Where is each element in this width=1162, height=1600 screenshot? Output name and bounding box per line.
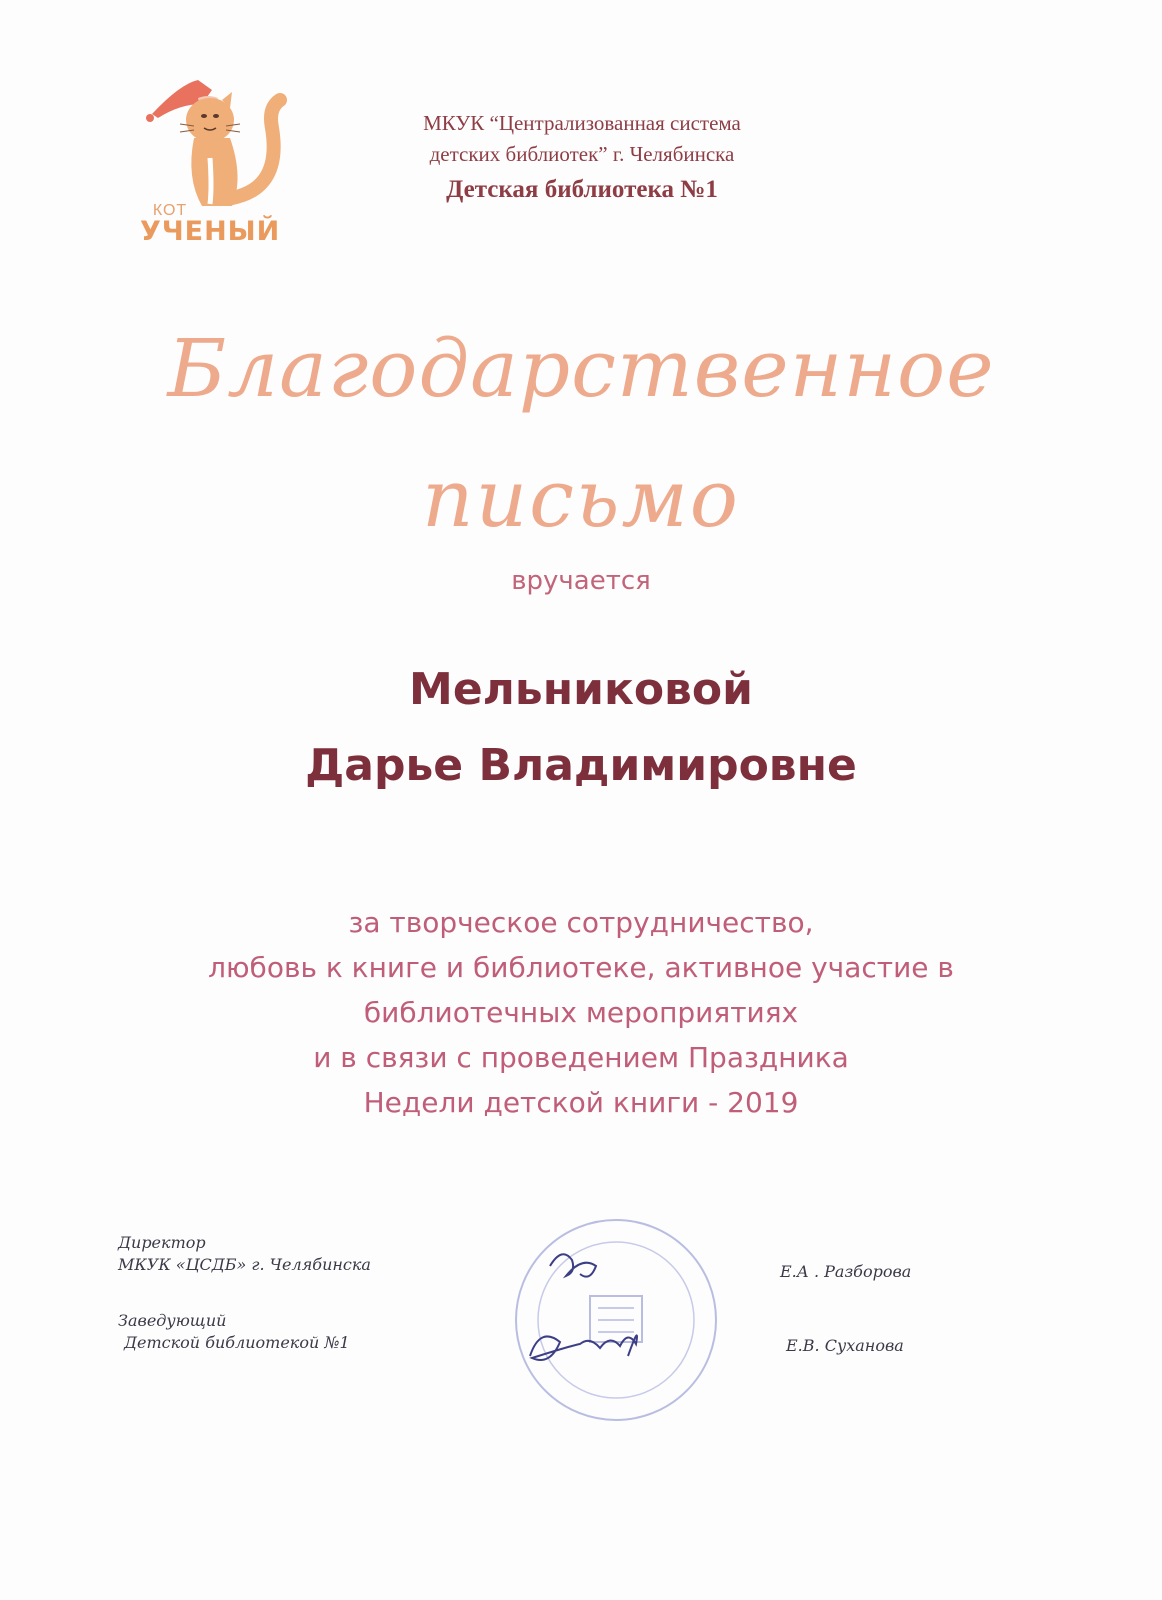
title-line-1: Благодарственное [167,322,995,415]
reason-line: за творческое сотрудничество, [348,906,814,939]
director-title-line-1: Директор [118,1233,206,1252]
reason-line: любовь к книге и библиотеке, активное участие в [208,951,954,984]
org-line-1: МКУК “Централизованная система [423,111,741,135]
head-name: Е.В. Суханова [786,1336,904,1355]
org-line-2: детских библиотек” г. Челябинска [429,142,735,166]
logo-text-kot: КОТ [152,202,188,219]
recipient-given-names: Дарье Владимировне [305,740,857,791]
head-title-line-1: Заведующий [118,1311,227,1330]
organization-header [372,108,792,210]
head-title [118,1310,350,1354]
reason-line: библиотечных мероприятиях [363,996,799,1029]
director-title [118,1232,371,1276]
reason-text [80,900,1082,1125]
head-title-line-2: Детской библиотекой №1 [124,1333,350,1352]
presented-to-label: вручается [511,566,651,596]
org-library-name: Детская библиотека №1 [446,176,718,203]
recipient-surname: Мельниковой [409,664,753,715]
logo-text-uchenyi: УЧЕНЫЙ [140,216,281,247]
director-title-line-2: МКУК «ЦСДБ» г. Челябинска [118,1255,371,1274]
kot-uchenyi-logo [140,78,305,253]
director-name: Е.А . Разборова [780,1262,912,1281]
reason-line: и в связи с проведением Праздника [313,1041,849,1074]
reason-line: Недели детской книги - 2019 [363,1086,799,1119]
handwritten-signatures-icon [510,1226,660,1396]
title-line-2: письмо [422,452,740,545]
